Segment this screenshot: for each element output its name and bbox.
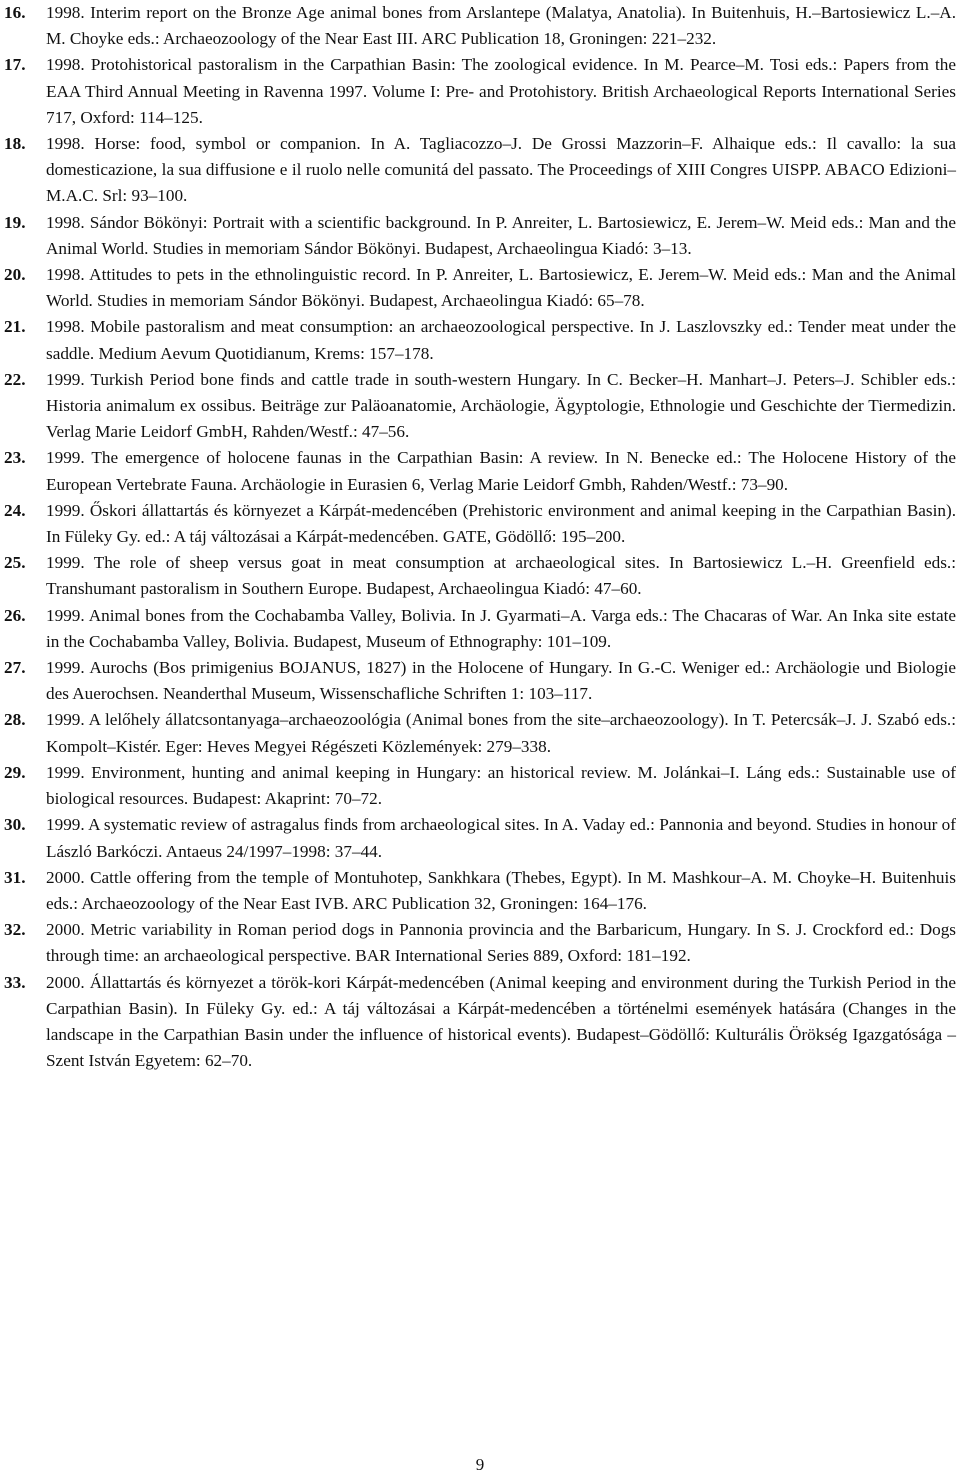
entry-number: 20. — [4, 265, 26, 285]
bibliography-entry — [4, 262, 956, 314]
entry-number: 26. — [4, 605, 26, 625]
bibliography-entry — [4, 314, 956, 366]
bibliography-entry — [4, 655, 956, 707]
entry-text: 1999. Őskori állattartás és környezet a Kárpát-medencében (Prehistoric environment and animal keeping in the Carpathian Basin). In Füleky Gy. ed.: A táj változásai a Kárpát-medencében. GATE, Gödöllő: 195–200. — [46, 500, 956, 547]
entry-text: 2000. Cattle offering from the temple of Montuhotep, Sankhkara (Thebes, Egypt). In M. Mashkour–A. M. Choyke–H. Buitenhuis eds.: Archaeozoology of the Near East IVB. ARC Publication 32, Groningen: 164–176. — [46, 867, 956, 913]
entry-text: 1999. A systematic review of astragalus finds from archaeological sites. In A. Vaday ed.: Pannonia and beyond. Studies in honour of László Barkóczi. Antaeus 24/1997–1998: 37–44. — [46, 815, 956, 861]
entry-text: 1999. A lelőhely állatcsontanyaga–archaeozoológia (Animal bones from the site–archaeozoology). In T. Petercsák–J. J. Szabó eds.: Kompolt–Kistér. Eger: Heves Megyei Régészeti Közlemények: 279–338. — [46, 710, 956, 756]
entry-number: 25. — [4, 553, 26, 573]
entry-number: 24. — [4, 500, 26, 520]
bibliography-entry — [4, 812, 956, 864]
entry-text: 1999. Animal bones from the Cochabamba Valley, Bolivia. In J. Gyarmati–A. Varga eds.: The Chacaras of War. An Inka site estate in the Cochabamba Valley, Bolivia. Budapest, Museum of Ethnography: 101–109. — [46, 605, 956, 651]
entry-text: 1999. Environment, hunting and animal keeping in Hungary: an historical review. M. Jolánkai–I. Láng eds.: Sustainable use of biological resources. Budapest: Akaprint: 70–72. — [46, 762, 956, 809]
entry-number: 29. — [4, 762, 26, 782]
entry-number: 28. — [4, 710, 26, 730]
entry-text: 2000. Állattartás és környezet a török-kori Kárpát-medencében (Animal keeping and environment during the Turkish Period in the Carpathian Basin). In Füleky Gy. ed.: A táj változásai a Kárpát-medencében a történelmi események hatására (Changes in the landscape in the Carpathian Basin under the influence of historical events). Budapest–Gödöllő: Kulturális Örökség Igazgatósága –Szent István Egyetem: 62–70. — [46, 972, 956, 1071]
entry-number: 18. — [4, 134, 26, 154]
bibliography-entry — [4, 445, 956, 497]
bibliography-entry — [4, 917, 956, 969]
entry-text: 2000. Metric variability in Roman period dogs in Pannonia provincia and the Barbaricum, Hungary. In S. J. Crockford ed.: Dogs through time: an archaeological perspective. BAR International Series 889, Oxford: 181–192. — [46, 920, 956, 966]
entry-text: 1998. Mobile pastoralism and meat consumption: an archaeozoological perspective. In J. Laszlovszky ed.: Tender meat under the saddle. Medium Aevum Quotidianum, Krems: 157–178. — [46, 317, 956, 363]
entry-number: 19. — [4, 212, 26, 232]
entry-text: 1998. Horse: food, symbol or companion. In A. Tagliacozzo–J. De Grossi Mazzorin–F. Alhaique eds.: Il cavallo: la sua domesticazione, la sua diffusione e il ruolo nelle comunitá del passato. The Proceedings of XIII Congres UISPP. ABACO Edizioni–M.A.C. Srl: 93–100. — [46, 134, 956, 206]
page-number: 9 — [475, 1455, 485, 1474]
bibliography-entry — [4, 210, 956, 262]
entry-number: 16. — [4, 3, 26, 22]
entry-number: 17. — [4, 55, 26, 75]
entry-number: 33. — [4, 972, 26, 992]
entry-number: 32. — [4, 920, 26, 940]
bibliography-entry — [4, 367, 956, 446]
entry-number: 21. — [4, 317, 26, 337]
entry-text: 1998. Attitudes to pets in the ethnolinguistic record. In P. Anreiter, L. Bartosiewicz, E. Jerem–W. Meid eds.: Man and the Animal World. Studies in memoriam Sándor Bökönyi. Budapest, Archaeolingua Kiadó: 65–78. — [46, 265, 956, 311]
entry-text: 1998. Interim report on the Bronze Age animal bones from Arslantepe (Malatya, Anatolia). In Buitenhuis, H.–Bartosiewicz L.–A. M. Choyke eds.: Archaeozoology of the Near East III. ARC Publication 18, Groningen: 221–232. — [46, 3, 956, 49]
bibliography-entry — [4, 131, 956, 210]
bibliography-entry — [4, 0, 956, 52]
bibliography-entry — [4, 707, 956, 759]
bibliography-entry — [4, 760, 956, 812]
entry-number: 23. — [4, 448, 26, 468]
bibliography-entry — [4, 970, 956, 1075]
entry-text: 1999. Aurochs (Bos primigenius BOJANUS, 1827) in the Holocene of Hungary. In G.-C. Weniger ed.: Archäologie und Biologie des Auerochsen. Neanderthal Museum, Wissenschafliche Schriften 1: 103–117. — [46, 658, 956, 704]
entry-number: 22. — [4, 369, 26, 389]
entry-text: 1999. The emergence of holocene faunas in the Carpathian Basin: A review. In N. Benecke ed.: The Holocene History of the European Vertebrate Fauna. Archäologie in Eurasien 6, Verlag Marie Leidorf Gmbh, Rahden/Westf.: 73–90. — [46, 448, 956, 494]
bibliography-list — [4, 0, 956, 1074]
entry-text: 1999. Turkish Period bone finds and cattle trade in south-western Hungary. In C. Becker–H. Manhart–J. Peters–J. Schibler eds.: Historia animalum ex ossibus. Beiträge zur Paläoanatomie, Archäologie, Ägyptologie, Ethnologie und Geschichte der Tiermedizin. Verlag Marie Leidorf GmbH, Rahden/Westf.: 47–56. — [46, 369, 956, 442]
bibliography-entry — [4, 498, 956, 550]
entry-number: 31. — [4, 867, 26, 887]
entry-text: 1998. Sándor Bökönyi: Portrait with a scientific background. In P. Anreiter, L. Bartosiewicz, E. Jerem–W. Meid eds.: Man and the Animal World. Studies in memoriam Sándor Bökönyi. Budapest, Archaeolingua Kiadó: 3–13. — [46, 212, 956, 258]
bibliography-entry — [4, 865, 956, 917]
entry-number: 30. — [4, 815, 26, 835]
bibliography-entry — [4, 52, 956, 131]
bibliography-entry — [4, 550, 956, 602]
entry-number: 27. — [4, 658, 26, 678]
bibliography-entry — [4, 603, 956, 655]
entry-text: 1999. The role of sheep versus goat in meat consumption at archaeological sites. In Bartosiewicz L.–H. Greenfield eds.: Transhumant pastoralism in Southern Europe. Budapest, Archaeolingua Kiadó: 47–60. — [46, 553, 956, 599]
entry-text: 1998. Protohistorical pastoralism in the Carpathian Basin: The zoological evidence. In M. Pearce–M. Tosi eds.: Papers from the EAA Third Annual Meeting in Ravenna 1997. Volume I: Pre- and Protohistory. British Archaeological Reports International Series 717, Oxford: 114–125. — [46, 55, 956, 127]
